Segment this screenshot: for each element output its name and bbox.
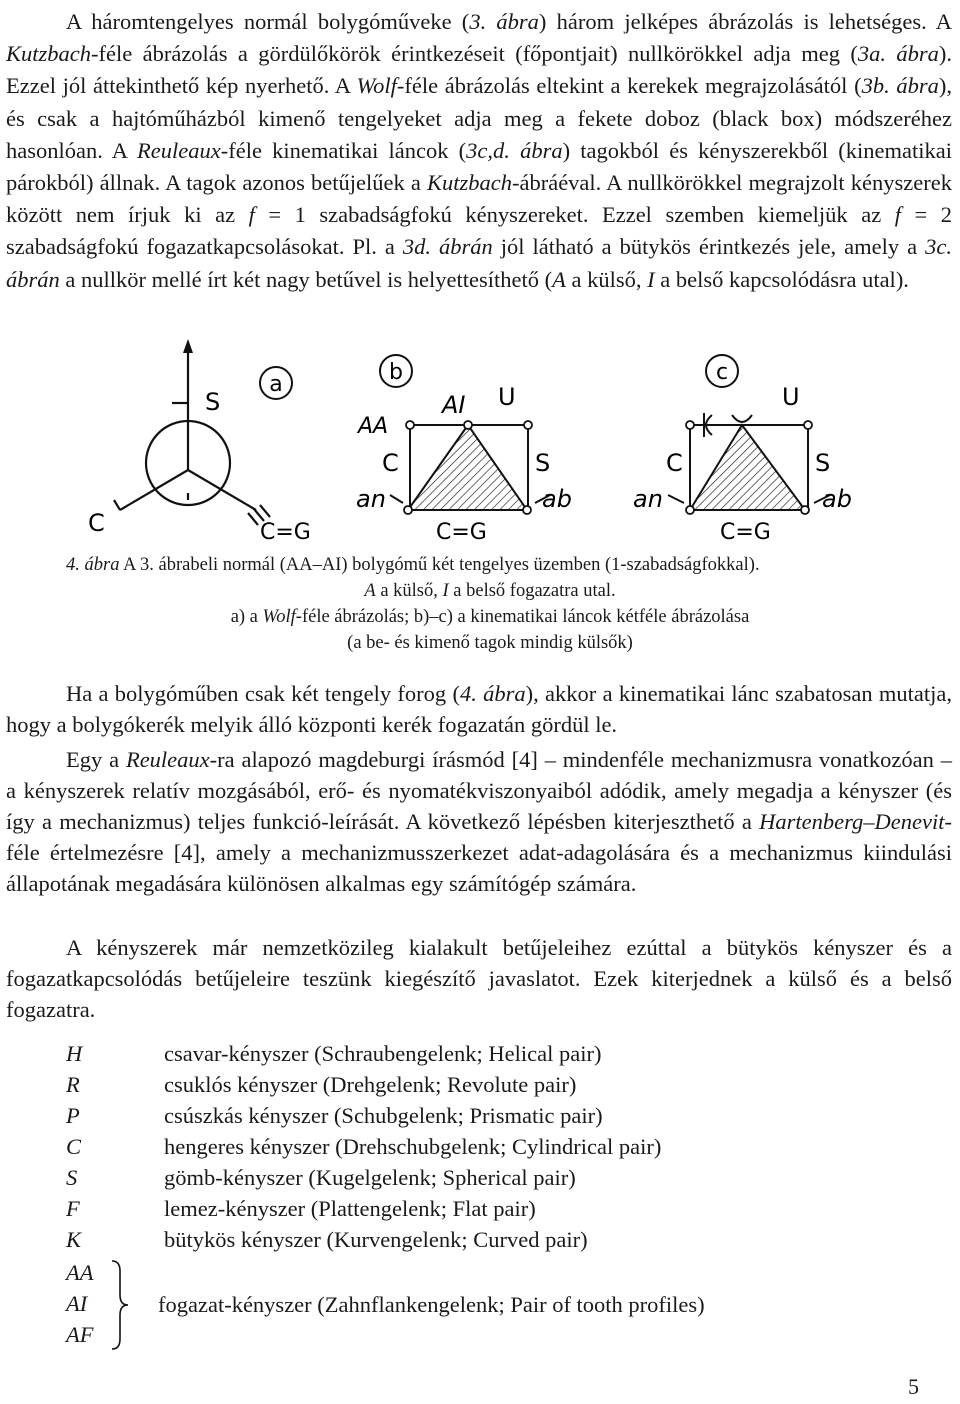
gear-pair-description: fogazat-kényszer (Zahnflankengelenk; Pair of tooth profiles) (158, 1292, 705, 1317)
italic-text: 3b. ábra (861, 73, 939, 99)
text-run: -féle kinematikai láncok ( (220, 137, 467, 163)
italic-text: I (442, 581, 449, 601)
pair-symbol: H (66, 1040, 83, 1066)
label-ab-c: ab (822, 485, 852, 513)
pair-description: csavar-kényszer (Schraubengelenk; Helical pair) (164, 1040, 602, 1066)
text-run: ), akkor a kinematikai lánc szabatosan mutatja, hogy a bolygókerék melyik álló központi kerék fogazatán gördül le. (6, 681, 952, 737)
label-u-c: U (782, 383, 800, 411)
label-an-b: an (356, 485, 386, 513)
italic-text: Kutzbach (426, 170, 512, 196)
italic-text: Wolf (262, 607, 296, 627)
text-run: Ha a bolygóműben csak két tengely forog ( (66, 681, 460, 706)
text-run: a külső, (565, 266, 648, 292)
text-run: ) tagokból és kényszerekből (kinematikai párokból) állnak. A tagok azonos betűjelűek a (6, 137, 952, 196)
pair-row (60, 1069, 940, 1100)
italic-text: 3a. ábra (857, 41, 939, 67)
pair-symbol: R (66, 1071, 80, 1097)
text-run: -féle ábrázolás; b)–c) a kinematikai láncok kétféle ábrázolása (295, 607, 750, 627)
caption-line-2 (60, 578, 920, 604)
italic-text: f (248, 202, 255, 228)
pair-row (60, 1100, 940, 1131)
italic-text: 3c. ábrán (6, 234, 952, 292)
text-run: a) a (230, 607, 263, 627)
label-cg-a: C=G (260, 520, 311, 545)
text-run: ). Ezzel jól áttekinthető kép nyerhető. A (6, 41, 952, 99)
italic-text: I (647, 266, 655, 292)
italic-text: Hartenberg–Denevit (759, 809, 945, 834)
text-run: -féle ábrázolás a gördülőkörök érintkezéseit (főpontjait) nullkörökkel adja meg ( (91, 41, 858, 67)
caption-line-1 (60, 552, 920, 578)
figure-4-drawing (80, 335, 880, 550)
figure-4 (80, 335, 880, 550)
caption-line-4: (a be- és kimenő tagok mindig külsők) (347, 633, 633, 653)
pair-row (60, 1193, 940, 1224)
label-c-a: C (88, 509, 105, 537)
label-s-b: S (535, 449, 551, 477)
pair-symbol: S (66, 1164, 78, 1190)
label-aa-b: AA (358, 414, 389, 439)
gear-pair-symbols (66, 1257, 94, 1350)
pair-symbol: F (66, 1195, 80, 1221)
text-run: -ra alapozó magdeburgi írásmód [4] – mindenféle mechanizmusra vonatkozóan – a kényszerek relatív mozgásából, erő- és nyomatékviszonyaiból adódik, amely megadja a kényszer (és így a mechanizmus) teljes funkció-leírását. A következő lépésben kiterjeszthető a (6, 747, 952, 834)
text-run: = 1 szabadságfokú kényszereket. Ezzel szemben kiemeljük az (254, 202, 895, 228)
label-c-c: C (666, 449, 683, 477)
label-c-circle: c (715, 360, 729, 385)
text-run: A kényszerek már nemzetközileg kialakult betűjeleihez ezúttal a bütykös kényszer és a fogazatkapcsolódás betűjeleire teszünk kiegészítő javaslatot. Ezek kiterjednek a külső és a belső fogazatra. (6, 935, 952, 1022)
gear-pair-symbol: AF (66, 1322, 94, 1347)
italic-text: f (894, 202, 901, 228)
italic-text: Kutzbach (6, 41, 92, 67)
label-a: a (269, 372, 283, 397)
label-cg-c: C=G (720, 520, 771, 545)
brace-icon (110, 1259, 130, 1351)
italic-text: Reuleaux (125, 747, 210, 772)
text-run: A háromtengelyes normál bolygóműveke ( (66, 9, 470, 34)
italic-text: Wolf (356, 73, 397, 99)
paragraph-4 (6, 932, 952, 1025)
page-number: 5 (908, 1374, 919, 1399)
pair-description: gömb-kényszer (Kugelgelenk; Spherical pair) (164, 1164, 576, 1190)
caption-line-1-text: A 3. ábrabeli normál (AA–AI) bolygómű két tengelyes üzemben (1-szabadságfokkal). (119, 555, 760, 575)
pair-symbol: C (66, 1133, 82, 1159)
pair-row (60, 1038, 940, 1069)
kinematic-pair-list (60, 1038, 940, 1353)
diagram-a (114, 339, 270, 525)
pair-description: lemez-kényszer (Plattengelenk; Flat pair) (164, 1195, 536, 1221)
text-run: ) három jelképes ábrázolás is lehetséges. A (538, 9, 952, 34)
pair-row (60, 1162, 940, 1193)
pair-description: csúszkás kényszer (Schubgelenk; Prismatic pair) (164, 1102, 603, 1128)
figure-caption (60, 552, 920, 656)
label-s-c: S (815, 449, 831, 477)
label-b: b (389, 360, 403, 385)
text-run: a belső kapcsolódásra utal). (654, 266, 909, 292)
label-cg-b: C=G (436, 520, 487, 545)
pair-row (60, 1131, 940, 1162)
label-ai-b: AI (442, 391, 466, 419)
text-run: -ábráéval. A nullkörökkel megrajzolt kényszerek között nem írjuk ki az (6, 170, 952, 228)
label-ab-b: ab (542, 485, 572, 513)
text-run: -féle értelmezésre [4], amely a mechanizmusszerkezet adat-adagolására és a mechanizmus kiindulási állapotának megadására különösen alkalmas egy számítógép számára. (6, 809, 952, 896)
pair-row (60, 1224, 940, 1255)
text-run: ), és csak a hajtóműházból kimenő tengelyeket adja meg a fekete doboz (black box) módszeréhez hasonlóan. A (6, 73, 952, 163)
text-run: jól látható a bütykös érintkezés jele, amely a (492, 234, 926, 260)
caption-figure-number: 4. ábra (66, 555, 120, 575)
diagram-b (380, 355, 550, 514)
italic-text: 4. ábra (459, 681, 526, 706)
italic-text: Reuleaux (137, 137, 221, 163)
label-u-b: U (498, 383, 516, 411)
text-run: -féle ábrázolás eltekint a kerekek megrajzolásától ( (396, 73, 862, 99)
text-run: = 2 szabadságfokú fogazatkapcsolásokat. Pl. a (6, 202, 952, 260)
label-s-a: S (205, 388, 221, 416)
italic-text: 3d. ábrán (402, 234, 493, 260)
pair-symbol: P (66, 1102, 80, 1128)
paragraph-1 (6, 6, 952, 296)
gear-pair-symbol: AI (66, 1291, 88, 1316)
gear-pair-symbol: AA (66, 1260, 94, 1285)
paragraph-2 (6, 678, 952, 740)
italic-text: A (552, 266, 566, 292)
italic-text: 3c,d. ábra (466, 137, 563, 163)
pair-description: bütykös kényszer (Kurvengelenk; Curved pair) (164, 1226, 588, 1252)
pair-description: hengeres kényszer (Drehschubgelenk; Cylindrical pair) (164, 1133, 662, 1159)
gear-pair-group (60, 1257, 940, 1353)
text-run: Egy a (66, 747, 126, 772)
text-run: a nullkör mellé írt két nagy betűvel is helyettesíthető ( (59, 266, 553, 292)
text-run: a külső, (375, 581, 443, 601)
italic-text: 3. ábra (469, 9, 539, 34)
pair-symbol: K (66, 1226, 82, 1252)
text-run: a belső fogazatra utal. (448, 581, 616, 601)
paragraph-3 (6, 744, 952, 899)
italic-text: A (364, 581, 376, 601)
diagram-c (668, 355, 830, 514)
label-c-b: C (382, 449, 399, 477)
pair-description: csuklós kényszer (Drehgelenk; Revolute pair) (164, 1071, 577, 1097)
caption-line-3 (60, 604, 920, 630)
label-an-c: an (633, 485, 663, 513)
